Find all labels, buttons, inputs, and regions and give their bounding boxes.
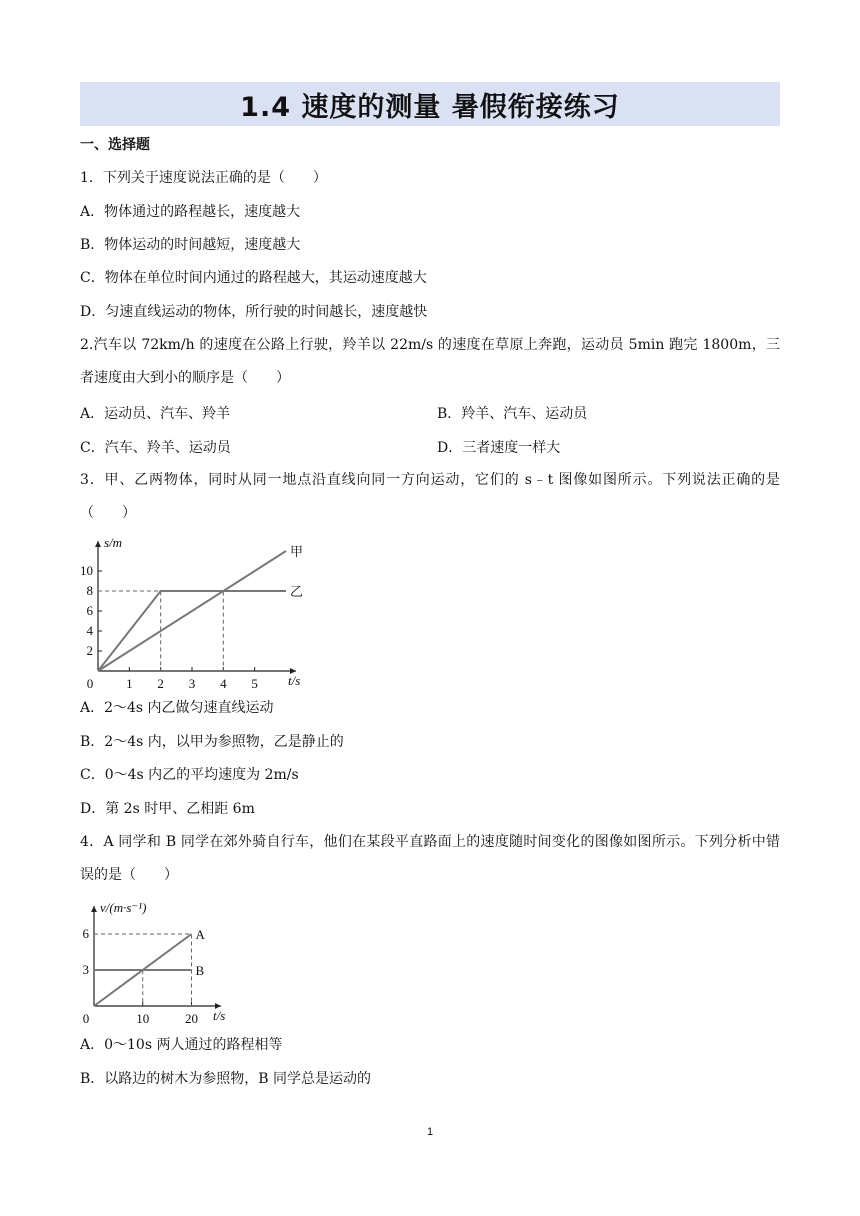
x-tick-label: 1 [126, 676, 133, 691]
y-axis-label: v/(m·s⁻¹) [100, 900, 147, 915]
x-tick-label: 0 [86, 676, 94, 691]
series-label-1: A [195, 927, 205, 942]
series-label-2: B [195, 963, 205, 978]
x-tick-label: 2 [157, 676, 164, 691]
section-heading: 一、选择题 [80, 137, 150, 153]
x-axis-label: t/s [288, 673, 301, 688]
x-tick-label: 10 [136, 1011, 150, 1026]
y-tick-label: 6 [82, 926, 89, 941]
q4-stem: 4．A 同学和 B 同学在郊外骑自行车，他们在某段平直路面上的速度随时间变化的图像如图所示。下列分析中错误的是（ ） [80, 834, 780, 883]
q3-option-a: A．2～4s 内乙做匀速直线运动 [80, 700, 274, 716]
q3-option-d: D．第 2s 时甲、乙相距 6m [80, 801, 255, 817]
title-banner [80, 82, 780, 126]
q2-stem: 2.汽车以 72km/h 的速度在公路上行驶，羚羊以 22m/s 的速度在草原上奔跑，运动员 5min 跑完 1800m，三者速度由大到小的顺序是（ ） [80, 337, 780, 386]
q2-option-a: A．运动员、汽车、羚羊 [80, 406, 231, 422]
q2-option-c: C．汽车、羚羊、运动员 [80, 440, 231, 456]
page-number: 1 [426, 1126, 434, 1138]
x-tick-label: 20 [185, 1011, 198, 1026]
series-line-1 [98, 551, 286, 671]
page-title: 1.4 速度的测量 暑假衔接练习 [240, 91, 620, 123]
y-tick-label: 6 [86, 603, 93, 618]
y-axis-arrow [95, 541, 101, 547]
y-tick-label: 3 [82, 962, 89, 977]
q3-option-c: C．0～4s 内乙的平均速度为 2m/s [80, 767, 299, 783]
x-tick-label: 5 [251, 676, 258, 691]
x-axis-label: t/s [213, 1008, 226, 1023]
q1-option-b: B．物体运动的时间越短，速度越大 [80, 237, 301, 253]
series-label-1: 甲 [290, 544, 304, 559]
x-tick-label: 4 [220, 676, 227, 691]
series-line-2 [98, 591, 286, 671]
q3-option-b: B．2～4s 内，以甲为参照物，乙是静止的 [80, 734, 344, 750]
y-tick-label: 2 [86, 643, 93, 658]
q1-option-a: A．物体通过的路程越长，速度越大 [80, 204, 301, 220]
vt-graph [80, 894, 240, 1030]
q3-stem: 3．甲、乙两物体，同时从同一地点沿直线向同一方向运动，它们的 s﹣t 图像如图所示。下列说法正确的是（ ） [80, 472, 780, 521]
y-axis-label: s/m [104, 535, 123, 550]
q2-option-b: B．羚羊、汽车、运动员 [437, 406, 588, 422]
q2-option-d: D．三者速度一样大 [437, 440, 561, 456]
q1-option-d: D．匀速直线运动的物体，所行驶的时间越长，速度越快 [80, 304, 428, 320]
q1-option-c: C．物体在单位时间内通过的路程越大，其运动速度越大 [80, 270, 427, 286]
y-tick-label: 4 [86, 623, 93, 638]
q4-option-b: B．以路边的树木为参照物，B 同学总是运动的 [80, 1071, 372, 1087]
q4-option-a: A．0～10s 两人通过的路程相等 [80, 1037, 283, 1053]
st-graph [80, 532, 320, 692]
x-tick-label: 3 [188, 676, 196, 691]
y-axis-arrow [91, 906, 97, 912]
y-tick-label: 10 [80, 563, 93, 578]
series-label-2: 乙 [290, 584, 304, 599]
y-tick-label: 8 [86, 583, 93, 598]
q1-stem: 1．下列关于速度说法正确的是（ ） [80, 170, 327, 186]
x-tick-label: 0 [82, 1011, 90, 1026]
